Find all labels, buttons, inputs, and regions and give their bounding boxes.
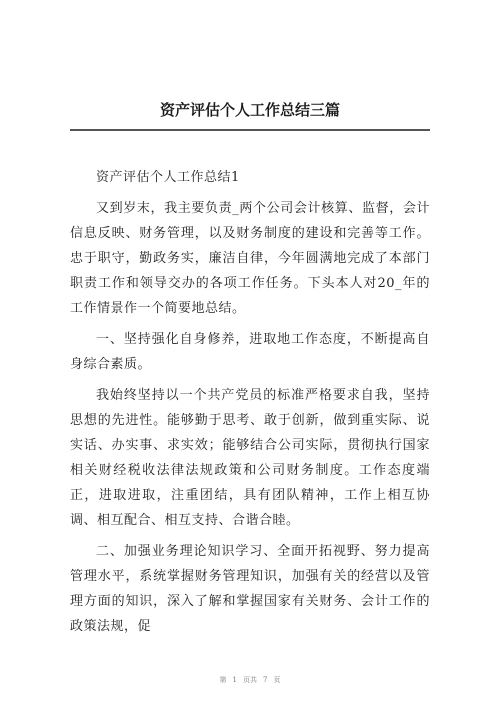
paragraph: 二、加强业务理论知识学习、全面开拓视野、努力提高管理水平，系统掌握财务管理知识，加强有关的经营以及管理方面的知识，深入了解和掌握国家有关财务、会计工作的政策法规，促 bbox=[70, 544, 430, 634]
paragraph: 我始终坚持以一个共产党员的标准严格要求自我，坚持思想的先进性。能够勤于思考、敢于创新，做到重实际、说实话、办实事、求实效；能够结合公司实际，贯彻执行国家相关财经税收法律法规政策和公司财务制度。工作态度端正，进取进取，注重团结，具有团队精神，工作上相互协调、相互配合、相互支持、合谐合睦。 bbox=[70, 388, 430, 528]
section-heading: 资产评估个人工作总结1 bbox=[96, 170, 240, 185]
document-body bbox=[70, 165, 430, 645]
page-suffix: 页 bbox=[273, 676, 281, 684]
page-prefix: 第 bbox=[219, 676, 227, 684]
page-footer bbox=[0, 675, 500, 685]
paragraph: 一、坚持强化自身修养，进取地工作态度，不断提高自身综合素质。 bbox=[70, 332, 430, 372]
paragraph: 又到岁末，我主要负责_两个公司会计核算、监督，会计信息反映、财务管理，以及财务制度的建设和完善等工作。忠于职守，勤政务实，廉洁自律，今年圆满地完成了本部门职责工作和领导交办的各项工作任务。下头本人对20_年的工作情景作一个简要地总结。 bbox=[70, 201, 430, 316]
document-title: 资产评估个人工作总结三篇 bbox=[159, 101, 340, 119]
title-divider bbox=[70, 129, 430, 131]
page-total: 7 bbox=[263, 676, 268, 684]
page-number: 1 bbox=[232, 676, 237, 684]
page-middle: 页共 bbox=[243, 676, 257, 684]
